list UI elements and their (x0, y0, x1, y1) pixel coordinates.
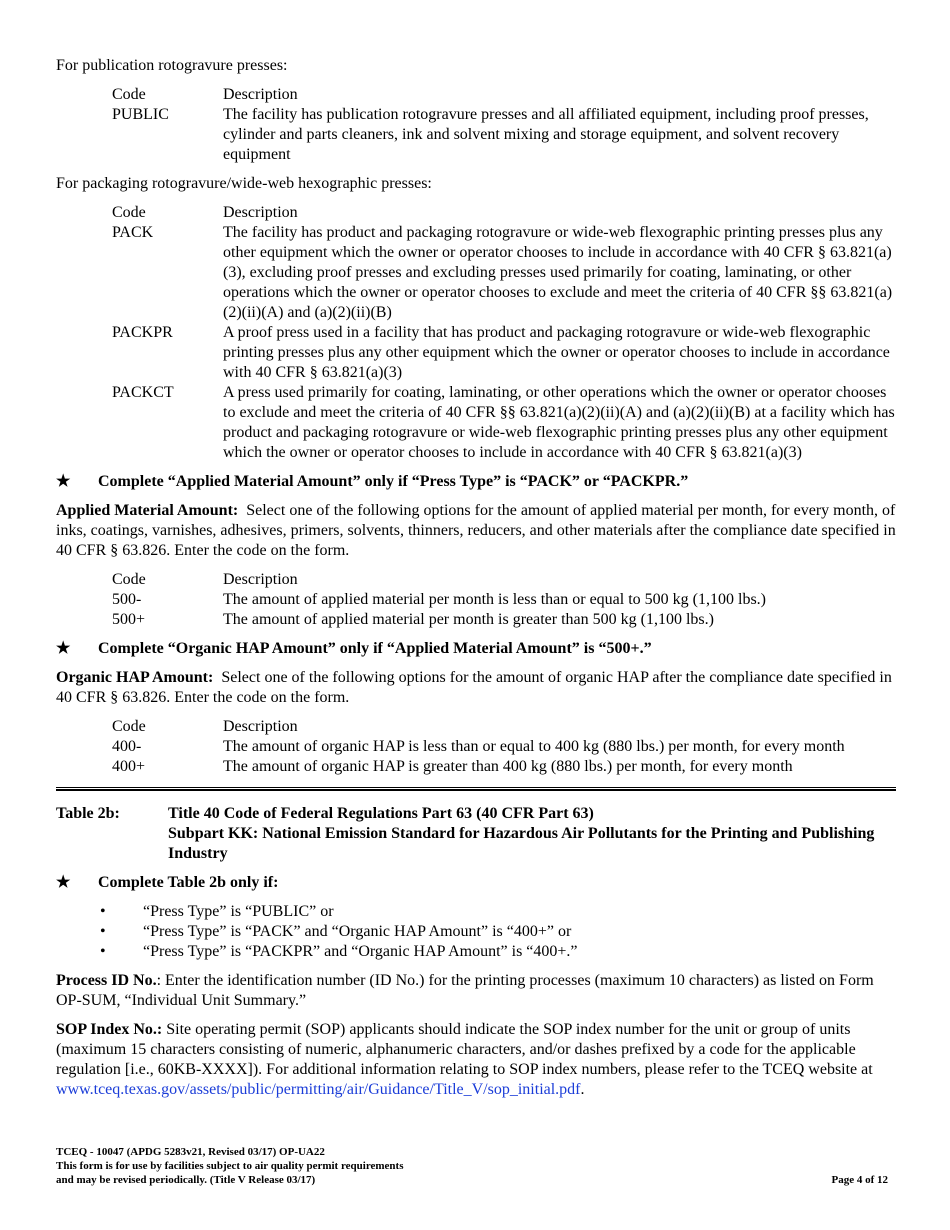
sop-index-paragraph: SOP Index No.: Site operating permit (SOP) applicants should indicate the SOP index number for the unit or group of units (maximum 15 characters consisting of numeric, alphanumeric characters, and/or dashes prefixed by a code for the applicable regulation [i.e., 60KB-XXXX]). For additional information relating to SOP index numbers, please refer to the TCEQ website at www.tceq.texas.gov/assets/public/permitting/air/Guidance/Title_V/sop_initial.pdf. (56, 1021, 873, 1098)
code-value: PACK (112, 224, 154, 241)
footer-note: This form is for use by facilities subject to air quality permit requirements (56, 1160, 404, 1172)
process-id-paragraph: Process ID No.: Enter the identification number (ID No.) for the printing processes (maximum 10 characters) as listed on Form OP-SUM, “Individual Unit Summary.” (56, 972, 874, 1009)
organic-hap-paragraph: Organic HAP Amount: Select one of the following options for the amount of organic HAP after the compliance date specified in 40 CFR § 63.826. Enter the code on the form. (56, 669, 892, 706)
field-label: SOP Index No.: (56, 1021, 163, 1038)
instruction-applied-material: ★ Complete “Applied Material Amount” only if “Press Type” is “PACK” or “PACKPR.” (56, 473, 689, 490)
code-table-header: Code Description (112, 571, 298, 588)
table-title: Title 40 Code of Federal Regulations Part 63 (40 CFR Part 63) Subpart KK: National Emission Standard for Hazardous Air Pollutants for the Printing and Publishing Industry (168, 805, 875, 862)
table-label: Table 2b: (56, 805, 120, 822)
code-row (112, 383, 896, 463)
applied-material-paragraph: Applied Material Amount: Select one of the following options for the amount of applied material per month, for every month, of inks, coatings, varnishes, adhesives, primers, solvents, thinners, reducers, and other materials after the compliance date specified in 40 CFR § 63.826. Enter the code on the form. (56, 502, 896, 559)
code-description: The facility has publication rotogravure presses and all affiliated equipment, including proof presses, cylinder and parts cleaners, ink and solvent mixing and storage equipment, and solvent recovery equipment (223, 106, 869, 163)
organic-hap-code-table (112, 717, 896, 777)
code-row (112, 323, 896, 383)
list-item: • “Press Type” is “PUBLIC” or (100, 903, 334, 920)
star-icon: ★ (56, 874, 71, 891)
code-description: A proof press used in a facility that has product and packaging rotogravure or wide-web flexographic printing presses plus any other equipment which the owner or operator chooses to include in accordance with 40 CFR § 63.821(a)(3) (223, 324, 890, 381)
publication-code-table (112, 85, 896, 165)
publication-intro: For publication rotogravure presses: (56, 57, 288, 74)
code-value: PACKCT (112, 384, 174, 401)
code-table-header: Code Description (112, 86, 298, 103)
section-divider (56, 787, 896, 791)
instruction-organic-hap: ★ Complete “Organic HAP Amount” only if “Applied Material Amount” is “500+.” (56, 640, 652, 657)
code-row (112, 105, 896, 165)
packaging-intro: For packaging rotogravure/wide-web hexographic presses: (56, 175, 432, 192)
footer-note: and may be revised periodically. (Title V Release 03/17) (56, 1174, 316, 1186)
packaging-code-table (112, 203, 896, 463)
sop-guidance-link[interactable]: www.tceq.texas.gov/assets/public/permitting/air/Guidance/Title_V/sop_initial.pdf (56, 1081, 581, 1098)
bullet-icon: • (100, 923, 106, 940)
star-icon: ★ (56, 640, 71, 657)
applied-material-code-table (112, 570, 896, 630)
code-table-header: Code Description (112, 718, 298, 735)
code-value: PACKPR (112, 324, 173, 341)
code-description: The amount of organic HAP is less than or equal to 400 kg (880 lbs.) per month, for every month (223, 738, 845, 755)
field-label: Applied Material Amount: (56, 502, 239, 519)
page-footer (56, 1145, 888, 1187)
code-value: 400+ (112, 758, 146, 775)
list-item: • “Press Type” is “PACKPR” and “Organic HAP Amount” is “400+.” (100, 943, 578, 960)
field-label: Process ID No. (56, 972, 157, 989)
list-item: • “Press Type” is “PACK” and “Organic HAP Amount” is “400+” or (100, 923, 572, 940)
code-row (112, 757, 896, 777)
code-value: 500- (112, 591, 142, 608)
code-description: The amount of applied material per month is greater than 500 kg (1,100 lbs.) (223, 611, 714, 628)
condition-list (100, 902, 896, 962)
bullet-icon: • (100, 943, 106, 960)
page-number: Page 4 of 12 (831, 1174, 888, 1186)
code-value: 400- (112, 738, 142, 755)
code-description: The amount of organic HAP is greater than 400 kg (880 lbs.) per month, for every month (223, 758, 793, 775)
form-id: TCEQ - 10047 (APDG 5283v21, Revised 03/17) OP-UA22 (56, 1146, 325, 1158)
code-value: 500+ (112, 611, 146, 628)
code-table-header: Code Description (112, 204, 298, 221)
table-2b-heading (56, 804, 896, 864)
instruction-table-2b: ★ Complete Table 2b only if: (56, 874, 279, 891)
code-row (112, 610, 896, 630)
document-page (56, 56, 896, 1109)
code-row (112, 590, 896, 610)
code-description: The amount of applied material per month is less than or equal to 500 kg (1,100 lbs.) (223, 591, 766, 608)
code-row (112, 737, 896, 757)
code-description: The facility has product and packaging rotogravure or wide-web flexographic printing presses plus any other equipment which the owner or operator chooses to include in accordance with 40 CFR § 63.821(a)(3), excluding proof presses and excluding presses used primarily for coating, laminating, or other operations which the owner or operator chooses to exclude and meet the criteria of 40 CFR §§ 63.821(a)(2)(ii)(A) and (a)(2)(ii)(B) (223, 224, 893, 321)
code-description: A press used primarily for coating, laminating, or other operations which the owner or operator chooses to exclude and meet the criteria of 40 CFR §§ 63.821(a)(2)(ii)(A) and (a)(2)(ii)(B) at a facility which has product and packaging rotogravure or wide-web flexographic printing presses plus any other equipment which the owner or operator chooses to include in accordance with 40 CFR § 63.821(a)(3) (223, 384, 895, 461)
bullet-icon: • (100, 903, 106, 920)
code-value: PUBLIC (112, 106, 169, 123)
star-icon: ★ (56, 473, 71, 490)
field-label: Organic HAP Amount: (56, 669, 214, 686)
code-row (112, 223, 896, 323)
